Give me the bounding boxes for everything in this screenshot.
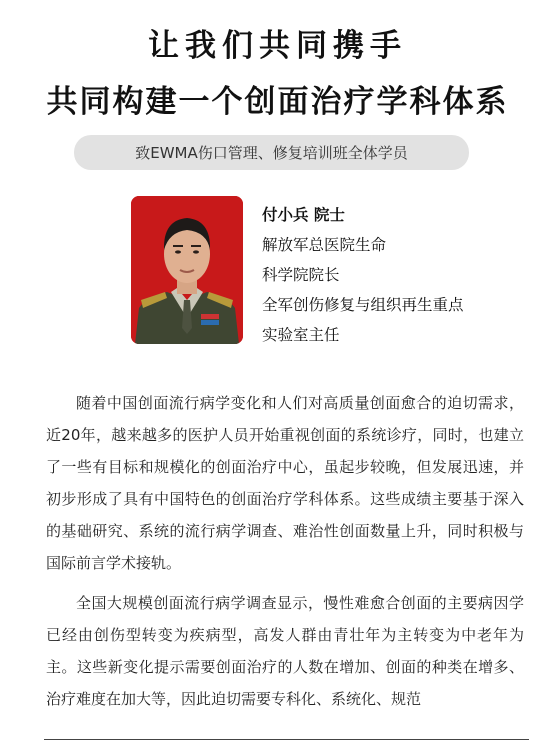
body-paragraph: 随着中国创面流行病学变化和人们对高质量创面愈合的迫切需求，近20年，越来越多的医护人员开始重视创面的系统诊疗，同时，也建立了一些有目标和规模化的创面治疗中心，虽起步较晚，但发展迅速，并初步形成了具有中国特色的创面治疗学科体系。这些成绩主要基于深入的基础研究、系统的流行病学调查、难治性创面数量上升，同时积极与国际前言学术接轨。 [46,394,524,572]
bottom-divider [44,739,529,740]
body-text [46,387,524,715]
author-portrait [131,196,243,344]
author-title-line: 解放军总医院生命 [262,236,387,254]
author-title-line: 全军创伤修复与组织再生重点 [262,296,464,314]
body-paragraph: 全国大规模创面流行病学调查显示，慢性难愈合创面的主要病因学已经由创伤型转变为疾病型，高发人群由青壮年为主转变为中老年为主。这些新变化提示需要创面治疗的人数在增加、创面的种类在增多、治疗难度在加大等，因此迫切需要专科化、系统化、规范 [46,594,524,708]
author-title-line: 科学院院长 [262,266,340,284]
dedication-banner: 致EWMA伤口管理、修复培训班全体学员 [74,135,469,170]
author-title-line: 实验室主任 [262,326,340,344]
author-name: 付小兵 院士 [262,206,345,224]
author-info [262,200,464,350]
main-title-line-2: 共同构建一个创面治疗学科体系 [46,84,509,120]
main-title-line-1: 让我们共同携手 [148,28,407,64]
